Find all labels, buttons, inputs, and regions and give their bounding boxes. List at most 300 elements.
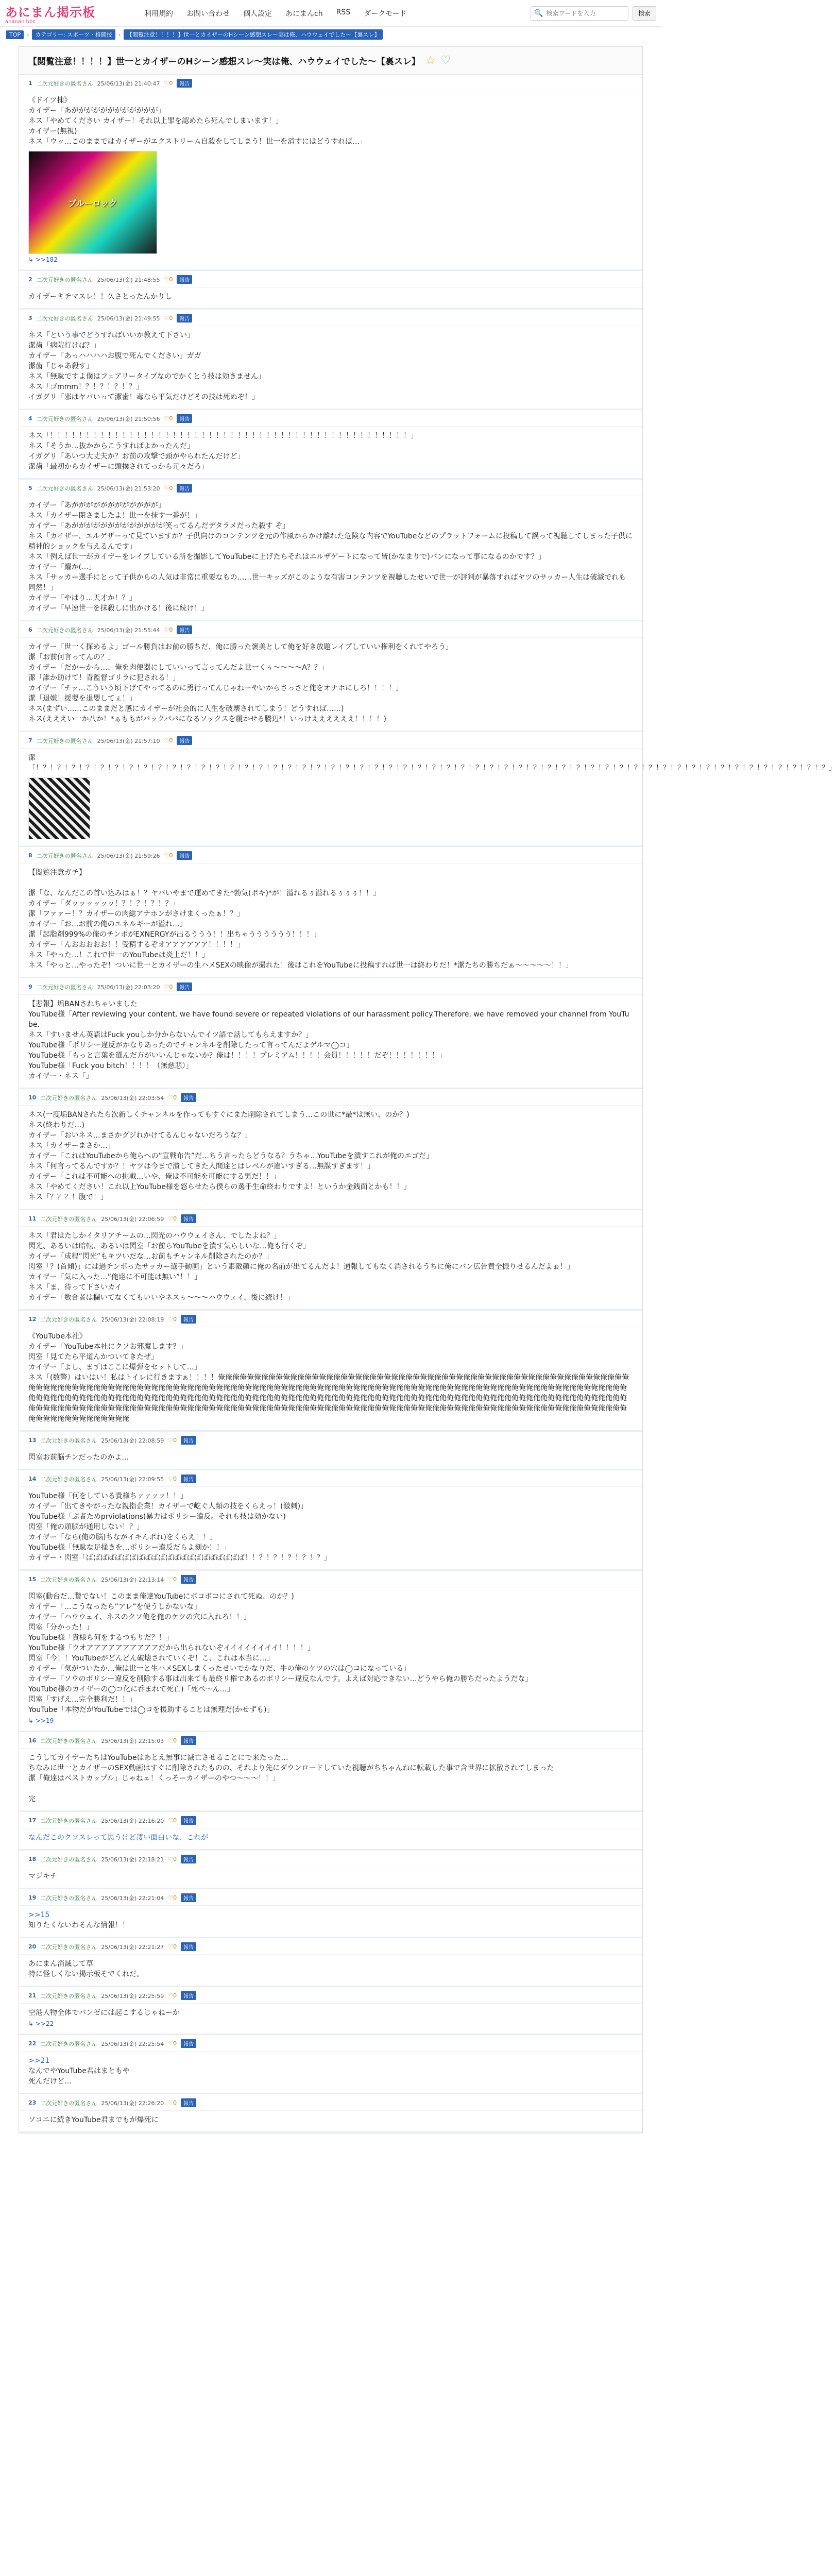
poster-name: 二次元好きの匿名さん — [40, 1476, 97, 1483]
post — [19, 1470, 642, 1571]
post-line: カイザー「世一く探めるよ」ゴール勝負はお前の勝ちだ、俺に勝った褒美として俺を好き放題レイプしていい権利をくれてやろう」 — [28, 643, 453, 651]
post-datetime: 25/06/13(金) 22:03:20 — [97, 984, 160, 991]
like-count[interactable]: ♡0 — [164, 485, 173, 492]
post-datetime: 25/06/13(金) 22:21:04 — [101, 1894, 164, 1902]
post — [19, 847, 642, 978]
thread-container — [19, 46, 836, 2133]
post-line: カイザー「おいネス…まさかグジれかけてるんじゃないだろうな？」 — [28, 1131, 252, 1140]
post-line: カイザー「これは不可能への挑戦…いや、俺は不可能を可能にする男だ！！」 — [28, 1173, 281, 1181]
post-line: カイザー(無視) — [28, 127, 77, 135]
post-line: カイザー「気に入った…”俺達に不可能は無い”！！」 — [28, 1273, 202, 1281]
post-line: >>21 — [28, 2057, 50, 2065]
like-count[interactable]: ♡0 — [164, 276, 173, 283]
post-line: ネス(一度垢BANされたら次新しくチャンネルを作ってもすぐにまた削除されてしまう…この世に*最*は無い、のか？) — [28, 1111, 410, 1119]
post-datetime: 25/06/13(金) 21:57:10 — [97, 737, 160, 744]
report-button[interactable]: 報告 — [177, 982, 192, 991]
logo-subtitle: animan bbs — [5, 19, 36, 25]
post-number[interactable]: 9 — [28, 984, 32, 990]
post-body — [19, 1749, 642, 1804]
post-line: ネス「(数警）はいはい！私はトイレに行きますぁ！！！！俺俺俺俺俺俺俺俺俺俺俺俺俺俺俺俺俺俺俺俺俺俺俺俺俺俺俺俺俺俺俺俺俺俺俺俺俺俺俺俺俺俺俺俺俺俺俺俺俺俺俺俺俺俺俺俺俺俺俺俺俺俺俺俺俺俺俺俺俺俺俺俺俺俺俺俺俺俺俺俺俺俺俺俺俺俺俺俺俺俺俺俺俺俺俺俺俺俺俺俺俺俺俺俺俺俺俺俺俺俺俺俺俺俺俺俺俺俺俺俺俺俺俺俺俺俺俺俺俺俺俺俺俺俺俺俺俺俺俺俺俺俺俺俺俺俺俺俺俺俺俺俺俺俺俺俺俺俺俺俺俺俺俺俺俺俺俺俺俺俺俺俺俺俺俺俺俺俺俺俺俺俺俺俺俺俺俺俺俺俺俺俺俺俺俺俺俺俺俺俺俺俺俺俺俺俺俺俺俺俺俺俺俺俺俺俺俺俺俺俺俺俺俺俺俺俺俺俺俺俺俺俺俺俺俺俺俺俺俺俺俺俺俺俺俺俺俺俺俺俺俺俺俺俺俺俺俺俺俺俺俺俺俺俺俺俺俺俺俺俺俺俺俺俺俺俺俺俺俺俺俺俺俺俺俺俺俺俺俺俺俺俺俺俺俺俺俺俺俺俺俺俺俺俺俺俺俺俺俺俺俺俺俺俺俺俺俺俺俺俺 — [28, 1374, 629, 1423]
report-button[interactable]: 報告 — [177, 79, 192, 88]
post-line: ネス「やった…！これで世一のYouTubeは炎上だ！！」 — [28, 951, 209, 959]
post-line: YouTube様「貴様ら何をするつもりだ？！」 — [28, 1634, 173, 1642]
post — [19, 75, 642, 271]
post-line: 【悲報】垢BANされちゃいました — [28, 1000, 138, 1008]
post-line: ネス(終わりだ…) — [28, 1121, 84, 1129]
like-count[interactable]: ♡0 — [164, 737, 173, 744]
post-line: 潔「俺達はベストカップル」じゃねェ！くっそーカイザーのやつ〜〜〜！！」 — [28, 1774, 280, 1783]
post-datetime: 25/06/13(金) 22:26:20 — [101, 2099, 164, 2107]
search-icon: 🔍 — [534, 9, 543, 18]
post-line: ネス「カイザーまさか…」 — [28, 1142, 115, 1150]
post-line: ネス「という事でどうすればいいか教えて下さい」 — [28, 331, 194, 340]
post-line: YouTube様「ウオアアアアアアアアアアだから出られないぞイイイイイイイイ！！！！」 — [28, 1644, 315, 1652]
post-line: YouTube様「ポリシー違反がかなりあったのでチャンネルを削除したって言ってんだよゲルマ◯コ」 — [28, 1041, 354, 1049]
report-button[interactable]: 報告 — [177, 625, 192, 634]
post-line: ネス「！！！！！！！！！！！！！！！！！！！！！！！！！！！！！！！！！！！！！！！！！！！！！！！！！！」 — [28, 432, 418, 440]
post-number[interactable]: 18 — [28, 1856, 37, 1862]
post-datetime: 25/06/13(金) 22:09:55 — [101, 1476, 164, 1483]
post-line: 閃室(動台だ…贄でない！このまま俺達YouTubeにボコボコにされて死ぬ、のか？) — [28, 1592, 294, 1601]
post-line: 潔歯「病院行けば？」 — [28, 342, 100, 350]
post-line: 潔 — [28, 754, 36, 762]
post-number[interactable]: 23 — [28, 2099, 37, 2106]
post-number[interactable]: 2 — [28, 276, 32, 283]
post-datetime: 25/06/13(金) 22:25:54 — [101, 2040, 164, 2047]
post-line: イガグリ「あいつ大丈夫か？お前の攻撃で頭がやられたんだけど」 — [28, 452, 245, 461]
poster-name: 二次元好きの匿名さん — [40, 2099, 97, 2107]
post-line: 潔歯「最初からカイザーに頭撲されてっから元々だろ」 — [28, 463, 209, 471]
poster-name: 二次元好きの匿名さん — [36, 984, 93, 991]
breadcrumb-thread[interactable]: 【閲覧注意！！！！】世一とカイザーのHシーン感想スレ〜実は俺、ハウウェイでした〜【裏スレ】 — [124, 29, 383, 40]
post-meta — [19, 1571, 642, 1587]
like-count[interactable]: ♡0 — [168, 2099, 177, 2106]
post-number[interactable]: 7 — [28, 737, 32, 744]
like-count[interactable]: ♡0 — [168, 1476, 177, 1482]
post-datetime: 25/06/13(金) 22:08:19 — [101, 1316, 164, 1323]
site-logo[interactable] — [5, 2, 139, 25]
post-meta — [19, 310, 642, 326]
post-datetime: 25/06/13(金) 22:18:21 — [101, 1856, 164, 1863]
post-line: YouTube様のカイザーの◯コ化に呑まれて死亡)「死ぺ〜ん…」 — [28, 1685, 234, 1693]
post-meta — [19, 480, 642, 496]
report-button[interactable]: 報告 — [181, 1575, 196, 1584]
post-line: カイザー「早速世一を抹殺しに出かける！後に続け！」 — [28, 604, 209, 613]
post-number[interactable]: 20 — [28, 1943, 37, 1950]
post-line — [28, 878, 633, 888]
post-meta — [19, 410, 642, 427]
thread-title: 【閲覧注意！！！！】世一とカイザーのHシーン感想スレ〜実は俺、ハウウェイでした〜【裏スレ】 — [28, 57, 420, 67]
report-button[interactable]: 報告 — [177, 736, 192, 745]
breadcrumb-top[interactable]: TOP — [6, 30, 24, 39]
post-line: 閃室「俺の頭脳が通用しない！？」 — [28, 1523, 144, 1531]
poster-name: 二次元好きの匿名さん — [40, 1737, 97, 1744]
post-datetime: 25/06/13(金) 22:25:59 — [101, 1992, 164, 1999]
post-line: 潔「誰か助けて！青監督ゴリラに犯される！」 — [28, 674, 180, 682]
like-count[interactable]: ♡0 — [164, 315, 173, 321]
post-line: 潔「お前何言ってんの？」 — [28, 653, 115, 662]
like-count[interactable]: ♡0 — [168, 1992, 177, 1999]
post-number[interactable]: 14 — [28, 1476, 37, 1482]
post-line — [28, 1784, 633, 1794]
report-button[interactable]: 報告 — [181, 1315, 196, 1324]
post-line: 空港人物全体でバンゼには起こするじゃねーか — [28, 2009, 180, 2017]
post-number[interactable]: 10 — [28, 1094, 37, 1101]
post-line: カイザー「これはYouTubeから俺らへの”宣戦布告”だ…ちう言ったらどうなる？うちゃ…YouTubeを潰すこれが俺のエゴだ」 — [28, 1152, 433, 1160]
post-number[interactable]: 11 — [28, 1215, 37, 1222]
poster-name: 二次元好きの匿名さん — [40, 1215, 97, 1223]
post-body — [19, 1487, 642, 1563]
post-datetime: 25/06/13(金) 22:15:03 — [101, 1737, 164, 1744]
poster-name: 二次元好きの匿名さん — [36, 315, 93, 322]
reply-links[interactable]: ↳ >>22 — [28, 2020, 54, 2027]
poster-name: 二次元好きの匿名さん — [40, 1943, 97, 1951]
post-line: ネス「無駄ですよ僕はフェアリータイプなのでかくとう技は効きません」 — [28, 372, 266, 381]
post-datetime: 25/06/13(金) 22:13:14 — [101, 1576, 164, 1583]
post — [19, 1571, 642, 1732]
report-button[interactable]: 報告 — [181, 1093, 196, 1102]
post — [19, 1889, 642, 1938]
like-count[interactable]: ♡0 — [168, 1316, 177, 1323]
post — [19, 1812, 642, 1851]
poster-name: 二次元好きの匿名さん — [36, 485, 93, 492]
post — [19, 310, 642, 410]
post — [19, 2035, 642, 2094]
post-line: 閃室「？(首傾)」には過チンポったサッカー選手動画」という素敵顔に俺の名前が出てるんだよ！通報してもなく消されるうちに俺にバン広告費全振りせるんだよぉ！」 — [28, 1263, 574, 1271]
post-line: 閃光、あるいは暗転、あるいは閃室「お前らYouTubeを潰す気らしいな…俺も行くぞ」 — [28, 1242, 310, 1250]
poster-name: 二次元好きの匿名さん — [40, 1437, 97, 1444]
post-datetime: 25/06/13(金) 21:49:55 — [97, 315, 160, 322]
post-line: カイザー「成程”閃光”もキツいだな…お前もチャンネル削除されたのか？」 — [28, 1252, 274, 1261]
poster-name: 二次元好きの匿名さん — [36, 276, 93, 283]
nav-settings[interactable]: 個人設定 — [243, 9, 272, 18]
post-number[interactable]: 22 — [28, 2040, 37, 2047]
post-body — [19, 326, 642, 402]
report-button[interactable]: 報告 — [181, 1855, 196, 1863]
post-line: 閃室「分かった！」 — [28, 1623, 93, 1632]
post-number[interactable]: 1 — [28, 80, 32, 87]
post-meta — [19, 1732, 642, 1749]
search-area — [531, 6, 656, 21]
report-button[interactable]: 報告 — [177, 275, 192, 284]
nav-contact[interactable]: お問い合わせ — [186, 9, 230, 18]
post-meta — [19, 1938, 642, 1955]
post-line: 閃室お前脳チンだったのかよ… — [28, 1453, 129, 1462]
post-body — [19, 1955, 642, 1979]
post-number[interactable]: 6 — [28, 626, 32, 633]
like-count[interactable]: ♡0 — [164, 626, 173, 633]
post-meta — [19, 978, 642, 995]
post-body — [19, 749, 836, 773]
like-count[interactable]: ♡0 — [164, 415, 173, 422]
post-number[interactable]: 8 — [28, 852, 32, 859]
post-meta — [19, 1851, 642, 1867]
report-button[interactable]: 報告 — [181, 2039, 196, 2048]
post-body — [19, 91, 642, 147]
post-line: ネス「やめてください！これ以上YouTube様を怒らせたら僕らの選手生命終わりですよ！というか金銭面とかも！！」 — [28, 1183, 411, 1191]
post-line: ソコニに続きYouTube君までもが爆死に — [28, 2116, 159, 2124]
post-body — [19, 1448, 642, 1463]
heart-icon[interactable]: ♡ — [440, 54, 451, 67]
post-line: ネス「そうか…抜かからこうすればよかったんだ」 — [28, 442, 194, 450]
post-line: カイザー「出てきやがったな親指企業！カイザーで屹ぐ人類の技をくらえっ！(激刺)」 — [28, 1502, 308, 1511]
post-body — [19, 2111, 642, 2125]
report-button[interactable]: 報告 — [181, 1816, 196, 1825]
post-line: >>15 — [28, 1911, 50, 1919]
post-line: ネス「やっと…やったぞ！ついに世一とカイザーの生ハメSEXの映像が撮れた！後はこれをYouTubeに投稿すれば世一は終わりだ！*潔たちの勝ちだぁ〜〜〜〜〜！！」 — [28, 961, 573, 970]
post-number[interactable]: 12 — [28, 1316, 37, 1323]
post-line: ネス「カイザー、エルゲザーって見ていますか？子供向けのコンテンツを元の作風からかけ離れた危険な内容でYouTubeなどのプラットフォームに投稿して誤って視聴してしまった子供に精神的ショックを与えるんです」 — [28, 532, 633, 551]
post-line: カイザー「なら(俺の脳)ちながイキんボれ)をくらえ！！」 — [28, 1533, 217, 1541]
post-body — [19, 863, 642, 971]
post-line: ネス「？？？！腹で！」 — [28, 1193, 108, 1201]
post — [19, 1732, 642, 1812]
post-number[interactable]: 17 — [28, 1817, 37, 1824]
post-line: カイザー「数合者は欄いてなくてもいいやネスぅ〜〜〜ハウウェイ、後に続け！」 — [28, 1294, 294, 1302]
report-button[interactable]: 報告 — [181, 1893, 196, 1902]
search-box — [531, 6, 628, 21]
post-line: カイザー「あっハハハハお腹で死んでください」ガガ — [28, 352, 201, 360]
like-count[interactable]: ♡0 — [164, 80, 173, 87]
post-datetime: 25/06/13(金) 22:06:59 — [101, 1215, 164, 1223]
poster-name: 二次元好きの匿名さん — [40, 1576, 97, 1583]
post-line: ネス「カイザー閉さましたよ！世一を抹す一番が！」 — [28, 512, 201, 520]
post-line: カイザー「よし、まずはここに爆弾をセットして…」 — [28, 1363, 201, 1371]
poster-name: 二次元好きの匿名さん — [36, 737, 93, 744]
post-line: マジキチ — [28, 1872, 57, 1880]
post-number[interactable]: 3 — [28, 315, 32, 321]
nav-animanch[interactable]: あにまんch — [285, 9, 323, 18]
nav-terms[interactable]: 利用規約 — [144, 9, 173, 18]
top-nav — [144, 8, 407, 19]
post — [19, 1851, 642, 1889]
post-body — [19, 2052, 642, 2087]
post-line: 《ドイツ棟》 — [28, 96, 72, 105]
post-line: ネス「すいません英語はFuck youしか分からないんでイツ語で話してもらえますか？」 — [28, 1031, 313, 1039]
post-meta — [19, 847, 642, 863]
poster-name: 二次元好きの匿名さん — [40, 1316, 97, 1323]
report-button[interactable]: 報告 — [177, 314, 192, 323]
report-button[interactable]: 報告 — [181, 1991, 196, 2000]
post-body — [19, 1587, 642, 1715]
post-line: 完 — [28, 1795, 36, 1803]
post-line: 知りたくないわそんな情報！！ — [28, 1921, 129, 1929]
post-meta — [19, 621, 642, 638]
post-line: YouTube様「ぶ者ためprviolations(暴力はポリシー違反。それも技は効かない) — [28, 1513, 286, 1521]
search-input[interactable] — [546, 10, 623, 17]
post-line: ネス「サッカー選手にとって子供からの人気は非常に重要なもの……世一キッズがこのような有害コンテンツを視聴したせいで世一が評判が暴落すればヤツのサッカー人生は破滅でれも同然！」 — [28, 573, 626, 592]
report-button[interactable]: 報告 — [177, 851, 192, 860]
post-image[interactable]: ブルーロック — [28, 151, 157, 254]
post-number[interactable]: 5 — [28, 485, 32, 492]
post-meta — [19, 1089, 642, 1106]
post-meta — [19, 1432, 642, 1448]
post-body — [19, 995, 642, 1081]
post-datetime: 25/06/13(金) 22:16:20 — [101, 1817, 164, 1824]
post-list — [19, 75, 836, 2133]
poster-name: 二次元好きの匿名さん — [40, 2040, 97, 2047]
like-count[interactable]: ♡0 — [164, 984, 173, 990]
post-body — [19, 638, 642, 724]
post-line: ネス「ゴmmm！？！？！？！？」 — [28, 383, 143, 391]
post-line: ネス「ウッ…このままではカイザーがエクストリーム自殺をしてしまう！世一を消すにはどうすれば…」 — [28, 138, 367, 146]
post-line: 潔歯「じゃあ殺す」 — [28, 362, 93, 370]
post-meta — [19, 1889, 642, 1906]
post-body — [19, 427, 642, 472]
reply-links[interactable]: ↳ >>182 — [28, 256, 58, 263]
nav-darkmode[interactable]: ダークモード — [364, 9, 407, 18]
poster-name: 二次元好きの匿名さん — [40, 1856, 97, 1863]
post — [19, 2094, 642, 2133]
search-button[interactable]: 検索 — [633, 6, 656, 21]
nav-rss[interactable]: RSS — [336, 8, 351, 16]
post-line: カイザー「…こうなったら”アレ”を使うしかないな」 — [28, 1603, 201, 1611]
like-count[interactable]: ♡0 — [168, 1215, 177, 1222]
post-meta — [19, 271, 642, 287]
poster-name: 二次元好きの匿名さん — [40, 1894, 97, 1902]
like-count[interactable]: ♡0 — [168, 1094, 177, 1101]
report-button[interactable]: 報告 — [181, 1736, 196, 1745]
post-line: YouTube様「After reviewing your content, we have found severe or repeated violations of our harassment policy.Therefore, we have removed your channel from YouTube.」 — [28, 1010, 629, 1029]
post-body — [19, 1106, 642, 1202]
post-line: なんでやYouTube君はまともや — [28, 2067, 130, 2075]
post-datetime: 25/06/13(金) 21:53:20 — [97, 485, 160, 492]
post-line: ネス(まずい……このままだと感にカイザーが社会的に人生を破壊されてしまう！どうすれば……) — [28, 705, 344, 713]
poster-name: 二次元好きの匿名さん — [36, 80, 93, 87]
breadcrumb-separator: › — [118, 31, 121, 38]
post — [19, 621, 642, 732]
reply-links[interactable]: ↳ >>19 — [28, 1717, 54, 1724]
post-line: こうしてカイザーたちはYouTubeはあとえ無事に滅亡させることにで来たった… — [28, 1754, 288, 1762]
post — [19, 1432, 642, 1470]
post-line: カイザー「躍か(…」 — [28, 563, 96, 571]
post-number[interactable]: 15 — [28, 1576, 37, 1583]
post-datetime: 25/06/13(金) 21:48:55 — [97, 276, 160, 283]
post-line: カイザー「あがががががががががががが」 — [28, 107, 165, 115]
post-meta — [19, 2094, 642, 2111]
post-line: カイザー「お…お前の俺のエネルギーが溢れ…」 — [28, 920, 187, 928]
report-button[interactable]: 報告 — [181, 1942, 196, 1951]
post-images — [19, 773, 642, 839]
like-count[interactable]: ♡0 — [168, 1737, 177, 1744]
post-line: YouTube「本物だがYouTubeでは◯コを援助することは無理だ(かせずも)」 — [28, 1706, 274, 1714]
post-body — [19, 2004, 642, 2018]
post-meta — [19, 1812, 642, 1828]
post-line: 潔「な、なんだこの首い込みはぁ！？ヤバいやまで運めてきた*勃気(ボキ)*が！溢れるぅ溢れるぅぅぅ！！」 — [28, 889, 380, 897]
breadcrumb — [0, 27, 661, 42]
post — [19, 1938, 642, 1987]
post-line: カイザー「んおおおおお！！受精するぞオアアアアアア！！！！」 — [28, 941, 245, 949]
post-line: カイザー「チッ…こういう頃下げてやってるのに勇行ってんじゃねーやいからさっさと俺をオナホにしろ！！！！」 — [28, 684, 403, 692]
post-datetime: 25/06/13(金) 22:03:54 — [101, 1094, 164, 1101]
post — [19, 1089, 642, 1210]
thread-title-bar — [19, 47, 642, 75]
post — [19, 271, 642, 310]
post-line: カイザー「ハウウェイ、ネスのクソ俺を俺のケツの穴に入れろ！！」 — [28, 1613, 251, 1621]
breadcrumb-category[interactable]: カテゴリー: スポーツ・格闘技 — [32, 29, 115, 40]
post-line: カイザー「だかーから…、俺を肉便器にしていいって言ってんだよ世一くぅ〜〜〜〜A？？」 — [28, 664, 329, 672]
post-line: 潔「退嫌！援嬰を退嬰してぇ！」 — [28, 694, 137, 703]
post — [19, 1311, 642, 1432]
post-number[interactable]: 21 — [28, 1992, 37, 1999]
post-number[interactable]: 13 — [28, 1437, 37, 1444]
logo-title: あにまん掲示板 — [5, 5, 95, 20]
like-count[interactable]: ♡0 — [168, 1894, 177, 1901]
post — [19, 1987, 642, 2035]
post-datetime: 25/06/13(金) 21:40:47 — [97, 80, 160, 87]
post-body — [19, 1906, 642, 1930]
post-line: カイザー・閃室「ばばばばばばばばばばばばばばばばばばばばばば！！？！？！？！？！？」 — [28, 1554, 331, 1562]
site-header — [0, 0, 661, 27]
report-button[interactable]: 報告 — [181, 1214, 196, 1223]
post-line: カイザーキチマスレ！！久さとったんかりし — [28, 293, 173, 301]
post-line: カイザー「あがががががががががががが」 — [28, 501, 165, 510]
post-body — [19, 1828, 642, 1843]
breadcrumb-separator: › — [27, 31, 29, 38]
post-meta — [19, 2035, 642, 2052]
post-datetime: 25/06/13(金) 21:59:26 — [97, 852, 160, 859]
post-number[interactable]: 19 — [28, 1894, 37, 1901]
post-line: YouTube様「無駄な足掻きを…ポリシー違反だらよ刻か！！」 — [28, 1544, 231, 1552]
post-line: 潔「ファァー！？カイザーの肉総アナホンがさけまくったぁ！？」 — [28, 910, 245, 918]
post-meta — [19, 75, 642, 91]
post-line: 《YouTube本社》 — [28, 1332, 87, 1341]
post-line: ネス(えええい一か八か！*ぁももがバックパパになるソックスを履かせる騰辺*！いっけええええええ！！！！) — [28, 715, 386, 723]
like-count[interactable]: ♡0 — [164, 852, 173, 859]
post-image[interactable] — [28, 777, 90, 839]
report-button[interactable]: 報告 — [181, 1436, 196, 1445]
post-body — [19, 1227, 642, 1303]
report-button[interactable]: 報告 — [181, 1475, 196, 1483]
post-line: YouTube様「Fuck you bitch！！！！（無慈悲）」 — [28, 1062, 193, 1070]
post-line: YouTube様「何をしている貴様ちァァァァ！！」 — [28, 1492, 187, 1500]
post-datetime: 25/06/13(金) 22:08:59 — [101, 1437, 164, 1444]
like-count[interactable]: ♡0 — [168, 1856, 177, 1862]
poster-name: 二次元好きの匿名さん — [36, 852, 93, 859]
like-count[interactable]: ♡0 — [168, 1576, 177, 1583]
post-line: ネス「例えば世一がカイザーをレイプしている所を撮影してYouTubeに上げたらそれはエルザゲートになって皆(かなまりで)バンになって事になるのかです？」 — [28, 553, 545, 561]
post-line: 特に怪しくない掲示板そでくれだ。 — [28, 1970, 144, 1978]
post-line: カイザー「あががががががががががががが笑ってるんだデタラメだった殺す ぞ」 — [28, 522, 289, 530]
post-line: あにまん消滅して草 — [28, 1960, 93, 1968]
like-count[interactable]: ♡0 — [168, 1817, 177, 1824]
post-line: ネス「やめてください カイザー！それ以上罪を認めたら死んでしまいます！」 — [28, 117, 283, 125]
report-button[interactable]: 報告 — [181, 2098, 196, 2107]
like-count[interactable]: ♡0 — [168, 2040, 177, 2047]
report-button[interactable]: 報告 — [177, 484, 192, 493]
like-count[interactable]: ♡0 — [168, 1437, 177, 1444]
post-number[interactable]: 4 — [28, 415, 32, 422]
post-meta — [19, 1470, 642, 1487]
post-line: カイザー「YouTube本社にクソお邪魔します？」 — [28, 1343, 187, 1351]
post — [19, 480, 642, 621]
post-body — [19, 287, 642, 302]
star-icon[interactable]: ☆ — [425, 54, 436, 67]
report-button[interactable]: 報告 — [177, 414, 192, 423]
post-number[interactable]: 16 — [28, 1737, 37, 1744]
post-body — [19, 1867, 642, 1882]
post — [19, 978, 642, 1089]
like-count[interactable]: ♡0 — [168, 1943, 177, 1950]
post-line: カイザー・ネス「」 — [28, 1072, 93, 1080]
post-line: 死んだけど… — [28, 2077, 72, 2086]
post-meta — [19, 1987, 642, 2004]
post-line: 【閲覧注意ガチ】 — [28, 869, 86, 877]
post-body — [19, 496, 642, 614]
post-datetime: 25/06/13(金) 22:21:27 — [101, 1943, 164, 1951]
post-meta — [19, 732, 642, 749]
post-body — [19, 1327, 642, 1424]
